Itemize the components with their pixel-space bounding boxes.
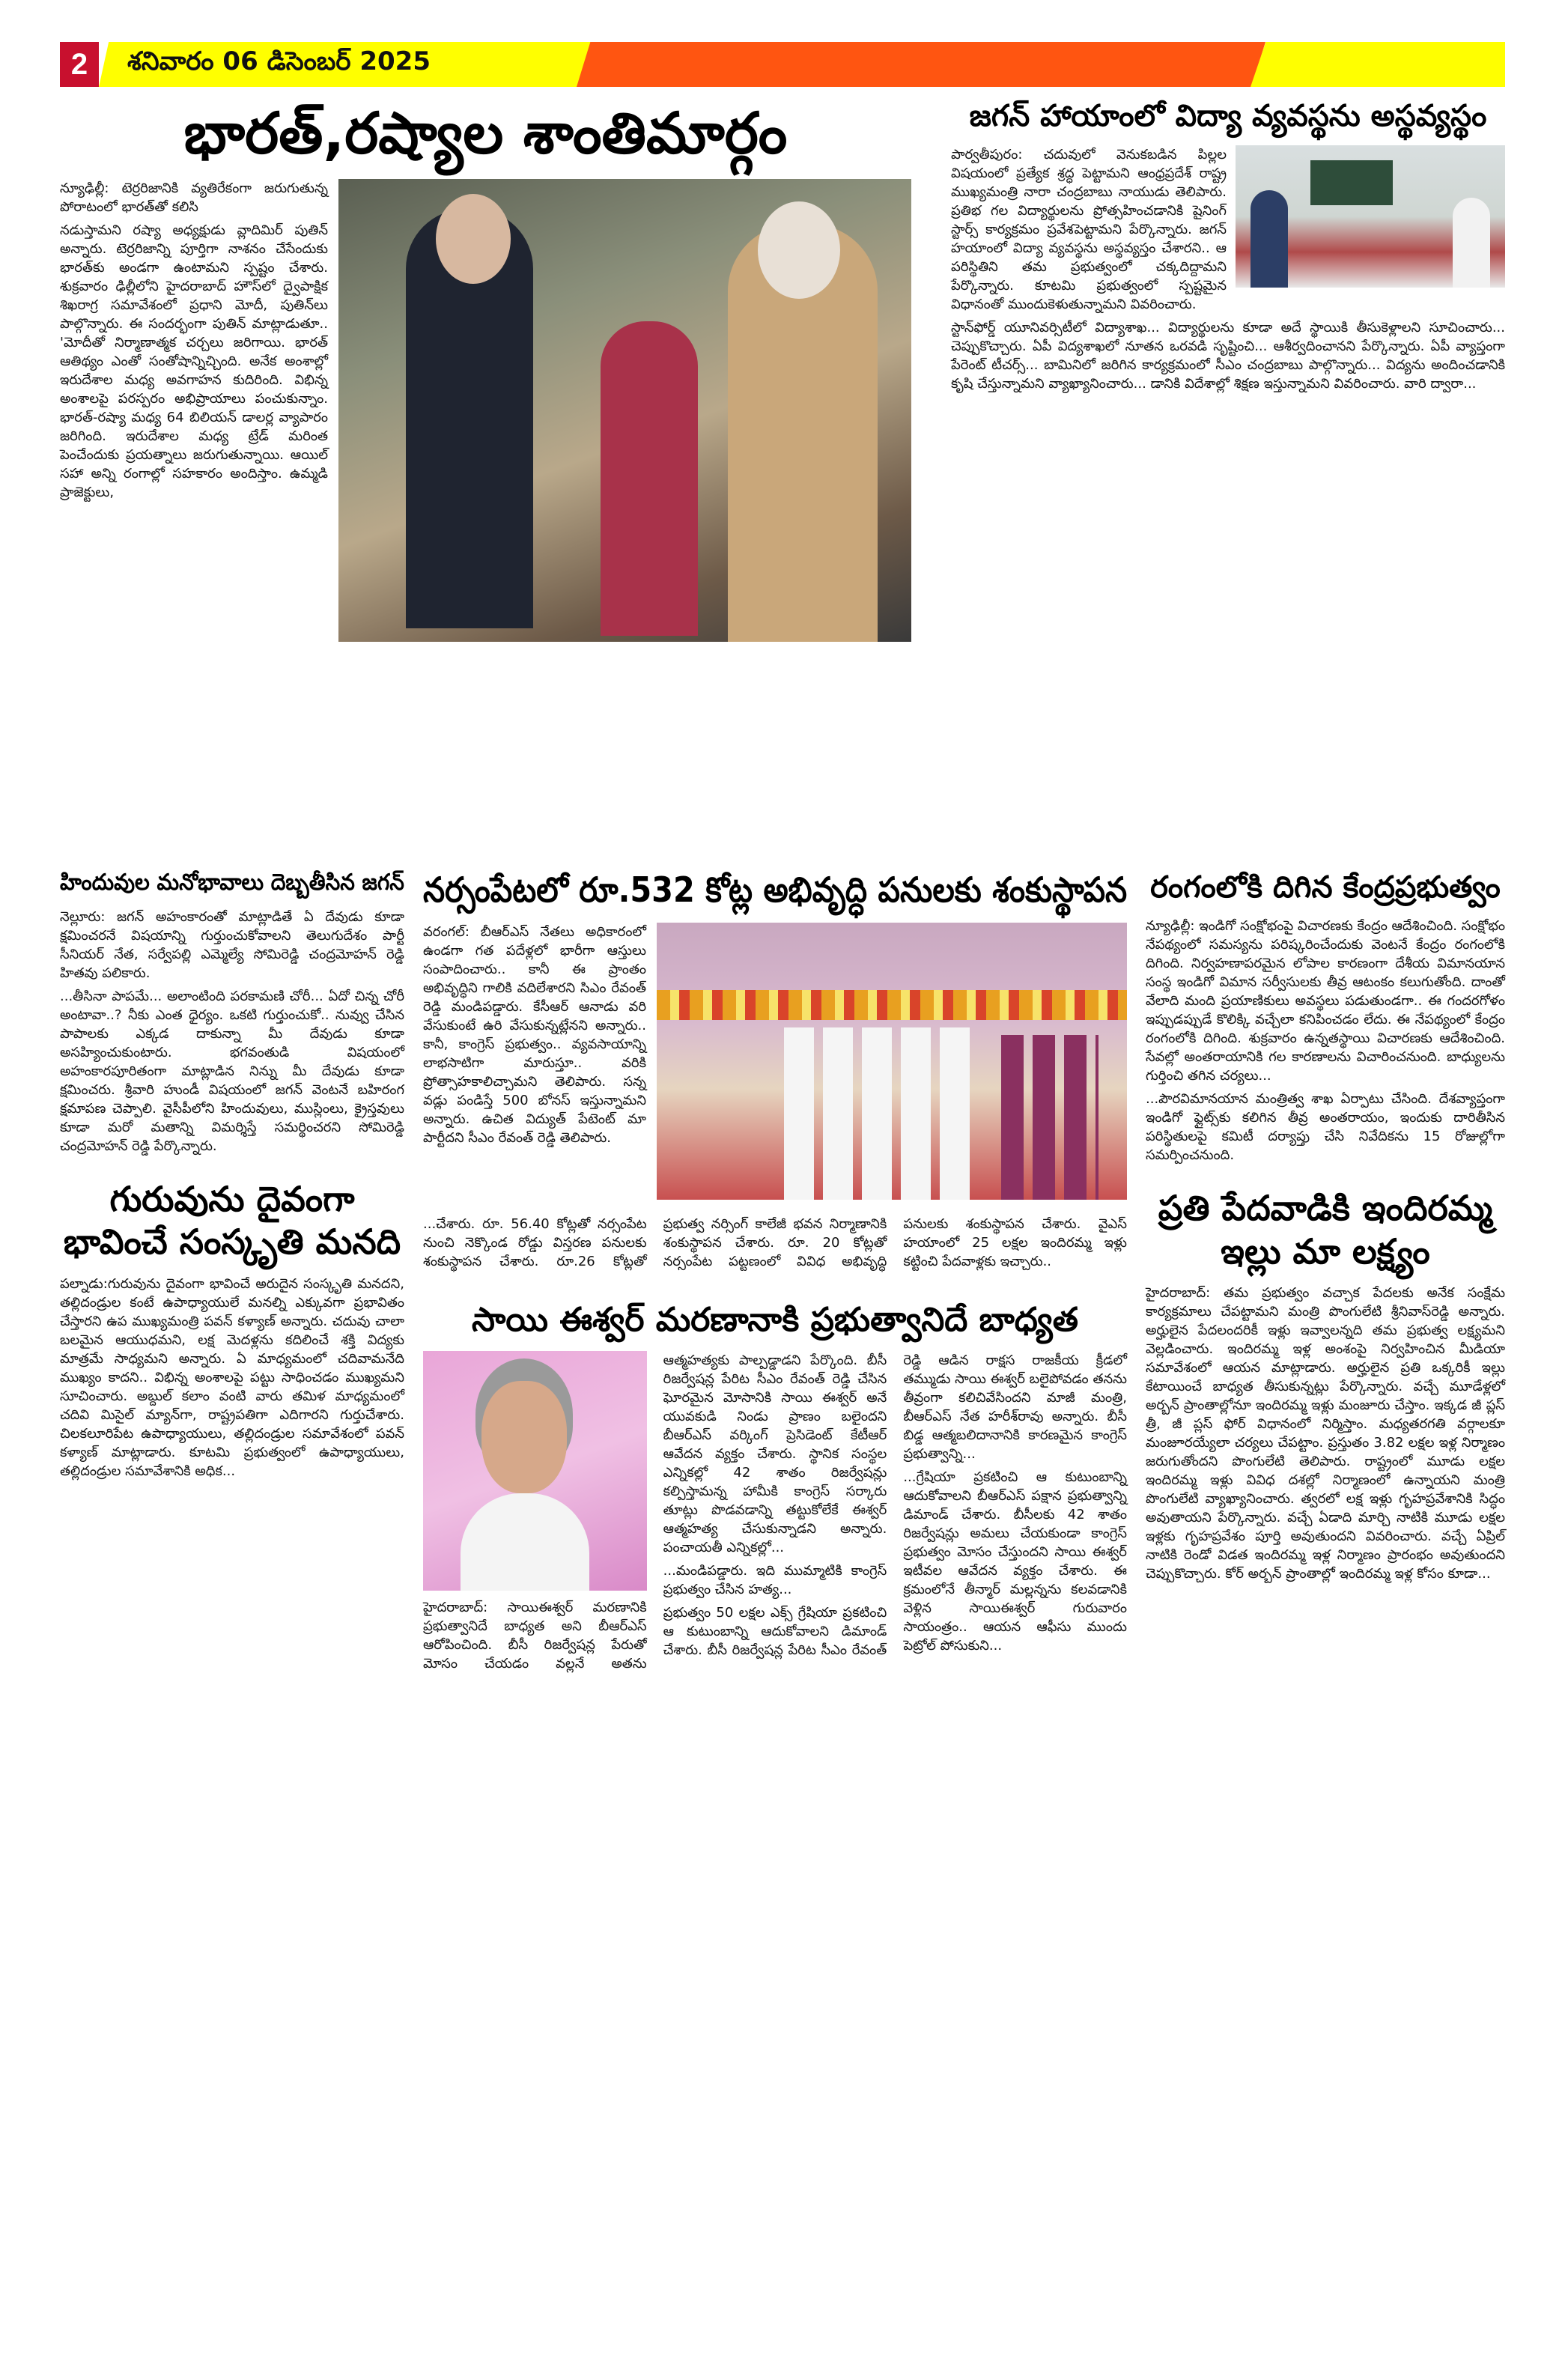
photo-harish-rao <box>423 1351 647 1591</box>
photo-face <box>436 194 511 284</box>
page-number: 2 <box>60 42 99 87</box>
article-jagan-education <box>951 97 1505 846</box>
paragraph: పల్నాడు:గురువును దైవంగా భావించే అరుదైన సంస్కృతి మనదని, తల్లిదండ్రుల కంటే ఉపాధ్యాయులే మనల్ని ఎక్కువగా ప్రభావితం చేస్తారని ఉప ముఖ్యమంత్రి పవన్ కళ్యాణ్ అన్నారు. చదువు చాలా బలమైన ఆయుధమని, లక్ష మెదళ్లను కదిలించే శక్తి విద్యకు మాత్రమే సాధ్యమని అన్నారు. ఏ మాధ్యమంలో చదివామనేది ముఖ్యం కాదని.. విభిన్న అంశాలపై పట్టు సాధించడం ముఖ్యమని సూచించారు. అబ్దుల్ కలాం వంటి వారు తమిళ మాధ్యమంలో చదివి మిసైల్ మ్యాన్‌గా, రాష్ట్రపతిగా ఎదిగారని గుర్తుచేశారు. చిలకలూరిపేట ఉపాధ్యాయులు, తల్లిదండ్రుల సమావేశంలో పవన్ కళ్యాణ్ మాట్లాడారు. కూటమి ప్రభుత్వంలో ఉపాధ్యాయులు, తల్లిదండ్రుల సమావేశానికి అధిక... <box>60 1275 404 1479</box>
headline-indiramma <box>1146 1187 1505 1273</box>
headline-line: గురువును దైవంగా <box>109 1178 355 1219</box>
paragraph: న్యూఢిల్లీ: టెర్రరిజానికి వ్యతిరేకంగా జరుగుతున్న పోరాటంలో భారత్‌తో కలిసి <box>60 180 328 215</box>
second-row <box>60 869 1505 1673</box>
photo-narsampet-ceremony <box>657 923 1127 1200</box>
column-right <box>1146 869 1505 1673</box>
headline-putin-wrap <box>60 97 911 169</box>
column-middle <box>423 869 1127 1673</box>
article-narsampet-body-lower <box>423 1215 1127 1272</box>
top-row <box>60 97 1505 846</box>
photo-shirt <box>461 1493 589 1591</box>
paragraph: ...మండిపడ్డారు. ఇది ముమ్మాటికి కాంగ్రెస్ ప్రభుత్వం చేసిన హత్య... <box>663 1562 887 1597</box>
headline-hindus-wrap <box>60 869 404 897</box>
paragraph: పార్వతీపురం: చదువులో వెనుకబడిన పిల్లల విషయంలో ప్రత్యేక శ్రద్ధ పెట్టామని ఆంధ్రప్రదేశ్ రాష్ట్ర ముఖ్యమంత్రి నారా చంద్రబాబు నాయుడు తెలిపారు. ప్రతిభ గల విద్యార్థులను ప్రోత్సహించడానికి షైనింగ్ స్టార్స్ కార్యక్రమం ప్రవేశపెట్టామని పేర్కొన్నారు. జగన్ హయాంలో విద్యా వ్యవస్థను అస్థవ్యస్తం చేశారని.. ఆ పరిస్థితిని తమ ప్రభుత్వంలో చక్కదిద్దామని పేర్కొన్నారు. కూటమి ప్రభుత్వంలో స్పష్టమైన విధానంతో ముందుకెళుతున్నామని వివరించారు. <box>951 147 1227 312</box>
headline-narsampet-wrap <box>423 869 1127 912</box>
paragraph: వరంగల్: బీఆర్ఎస్ నేతలు అధికారంలో ఉండగా గత పదేళ్లలో భారీగా ఆస్తులు సంపాదించారు.. కానీ ఈ ప్రాంతం అభివృద్ధిని గాలికి వదిలేశారని సిఎం రేవంత్ రెడ్డి మండిపడ్డారు. కేసీఆర్ ఆనాడు వరి వేసుకుంటే ఉరి వేసుకున్నట్లేనని అన్నారు.. కానీ, కాంగ్రెస్ ప్రభుత్వం.. వ్యవసాయాన్ని లాభసాటిగా మారుస్తూ.. వరికి ప్రోత్సాహకాలిచ్చామని తెలిపారు. సన్న వడ్లు పండిస్తే 500 బోనస్ ఇస్తున్నామని అన్నారు. ఉచిత విద్యుత్ పేటెంట్ మా పార్టీదని సీఎం రేవంత్ రెడ్డి తెలిపారు. <box>423 923 646 1146</box>
headline-line: ప్రతి పేదవాడికి ఇందిరమ్మ <box>1158 1188 1493 1228</box>
photo-face <box>481 1381 567 1493</box>
article-guru-body <box>60 1275 404 1481</box>
photo-putin-modi <box>338 179 911 642</box>
photo-figure <box>1453 198 1490 288</box>
page-header <box>0 0 1568 97</box>
paragraph: ప్రభుత్వం 50 లక్షల ఎక్స్ గ్రేషియా ప్రకటించి ఆ కుటుంబాన్ని ఆదుకోవాలని డిమాండ్ చేశారు. బీసీ రిజర్వేషన్ల పేరిట సీఎం రేవంత్ రెడ్డి ఆడిన రాక్షస రాజకీయ క్రీడలో తమ్ముడు సాయి ఈశ్వర్ బలైపోవడం తనను తీవ్రంగా కలిచివేసిందని మాజీ మంత్రి, బీఆర్ఎస్ నేత హరీశ్‌రావు అన్నారు. బీసీ బిడ్డ ఆత్మబలిదానానికి కారణమైన కాంగ్రెస్ ప్రభుత్వాన్ని... <box>663 1352 1127 1658</box>
headline-hindus: హిందువుల మనోభావాలు దెబ్బతీసిన జగన్ <box>60 869 404 896</box>
paragraph: ...చేశారు. రూ. 56.40 కోట్లతో నర్సంపేట నుంచి నెక్కొండ రోడ్డు విస్తరణ పనులకు శంకుస్థాపన చేశారు. రూ.26 కోట్లతో ప్రభుత్వ నర్సింగ్ కాలేజీ భవన నిర్మాణానికి శంకుస్థాపన చేశారు. రూ. 20 కోట్లతో నర్సంపేట పట్టణంలో వివిధ అభివృద్ధి పనులకు శంకుస్థాపన చేశారు. వైఎస్ హయాంలో 25 లక్షల ఇందిరమ్మ ఇళ్లు కట్టించి పేదవాళ్లకు ఇచ్చారు.. <box>423 1215 1127 1269</box>
headline-line: భావించే సంస్కృతి మనది <box>63 1221 401 1262</box>
article-hindus-body <box>60 908 404 1156</box>
headline-line: ఇల్లు మా లక్ష్యం <box>1221 1230 1430 1272</box>
paragraph: ...గ్రేషియా ప్రకటించి ఆ కుటుంబాన్ని ఆదుకోవాలని బీఆర్ఎస్ పక్షాన ప్రభుత్వాన్ని డిమాండ్ చేశారు. బీసీలకు 42 శాతం రిజర్వేషన్లు అమలు చేయకుండా కాంగ్రెస్ ప్రభుత్వం మోసం చేస్తుందని సాయి ఈశ్వర్ ఇటీవల ఆవేదన వ్యక్తం చేశారు. ఈ క్రమంలోనే తీన్మార్ మల్లన్నను కలవడానికి వెళ్లిన సాయిఈశ్వర్ గురువారం సాయంత్రం.. ఆయన ఆఫీసు ముందు పెట్రోల్ పోసుకుని... <box>903 1469 1127 1654</box>
paragraph: నడుస్తామని రష్యా అధ్యక్షుడు వ్లాదిమిర్ పుతిన్ అన్నారు. టెర్రరిజాన్ని పూర్తిగా నాశనం చేసేందుకు భారత్‌కు అండగా ఉంటామని స్పష్టం చేశారు. శుక్రవారం ఢిల్లీలోని హైదరాబాద్ హౌస్‌లో ద్వైపాక్షిక శిఖరాగ్ర సమావేశంలో ప్రధాని మోదీ, పుతిన్‌లు పాల్గొన్నారు. ఈ సందర్భంగా పుతిన్ మాట్లాడుతూ.. 'మోదీతో నిర్మాణాత్మక చర్చలు జరిగాయి. భారత్ ఆతిథ్యం ఎంతో సంతోషాన్నిచ్చింది. అనేక అంశాల్లో ఇరుదేశాల మధ్య అవగాహన కుదిరింది. విభిన్న అంశాలపై పరస్పరం అభిప్రాయాలు పంచుకున్నాం. భారత్-రష్యా మధ్య 64 బిలియన్ డాలర్ల వ్యాపారం జరిగింది. ఇరుదేశాల మధ్య ట్రేడ్ మరింత పెంచేందుకు ప్రయత్నాలు జరుగుతున్నాయి. ఆయిల్ సహా అన్ని రంగాల్లో సహకారం అందిస్తాం. ఉమ్మడి ప్రాజెక్టులు, <box>60 222 328 500</box>
photo-flower-garland <box>657 990 1127 1020</box>
headline-centre: రంగంలోకి దిగిన కేంద్రప్రభుత్వం <box>1150 870 1501 905</box>
headline-jagan-education: జగన్ హాయాంలో విద్యా వ్యవస్థను అస్థవ్యస్థం <box>969 99 1487 133</box>
paragraph: హైదరాబాద్: తమ ప్రభుత్వం వచ్చాక పేదలకు అనేక సంక్షేమ కార్యక్రమాలు చేపట్టామని మంత్రి పొంగులేటి శ్రీనివాస్‌రెడ్డి అన్నారు. అర్హులైన పేదలందరికీ ఇళ్లు ఇవ్వాలన్నది తమ ప్రభుత్వ లక్ష్యమని వెల్లడించారు. ఇందిరమ్మ ఇళ్ల అంశంపై నిర్వహించిన మీడియా సమావేశంలో ఆయన మాట్లాడారు. అర్హులైన ప్రతి ఒక్కరికీ ఇల్లు కేటాయించే బాధ్యత తీసుకున్నట్లు పేర్కొన్నారు. వచ్చే మూడేళ్లలో అర్బన్ ప్రాంతాల్లోనూ ఇందిరమ్మ ఇళ్లు మంజూరు చేస్తాం. ఇక్కడ జీ ప్లస్ త్రీ, జీ ప్లస్ ఫోర్ విధానంలో నిర్మిస్తాం. మధ్యతరగతి వర్గాలకూ మంజూరయ్యేలా చర్యలు చేపట్టాం. ప్రస్తుతం 3.82 లక్షల ఇళ్ల నిర్మాణం జరుగుతోందని పొంగులేటి తెలిపారు. రాష్ట్రంలో మూడు లక్షల ఇందిరమ్మ ఇళ్లు వివిధ దశల్లో నిర్మాణంలో ఉన్నాయని మంత్రి పొంగులేటి వ్యాఖ్యానించారు. త్వరలో లక్ష ఇళ్లు గృహప్రవేశానికి సిద్ధం అవుతాయని పేర్కొన్నారు. వచ్చే ఏడాది మార్చి నాటికి మూడు లక్షల ఇళ్లకు గృహప్రవేశం పూర్తి అవుతుందని వివరించారు. వచ్చే ఏప్రిల్ నాటికి రెండో విడత ఇందిరమ్మ ఇళ్ల నిర్మాణం ప్రారంభం అవుతుందని చెప్పుకొచ్చారు. కోర్ అర్బన్ ప్రాంతాల్లో ఇందిరమ్మ ఇళ్ల కోసం కూడా... <box>1146 1285 1505 1582</box>
article-putin <box>60 97 911 846</box>
column-left <box>60 869 404 1673</box>
photo-blackboard <box>1310 160 1393 205</box>
headline-narsampet: నర్సంపేటలో రూ.532 కోట్ల అభివృద్ధి పనులకు శంకుస్థాపన <box>423 869 1128 910</box>
article-centre-body <box>1146 917 1505 1165</box>
article-putin-body <box>60 179 911 651</box>
headline-guru <box>60 1178 404 1264</box>
paragraph: ...పౌరవిమానయాన మంత్రిత్వ శాఖ ఏర్పాటు చేసింది. దేశవ్యాప్తంగా ఇండిగో ఫ్లైట్స్‌కు కలిగిన తీవ్ర అంతరాయం, ఇందుకు దారితీసిన పరిస్థితులపై కమిటీ దర్యాప్తు చేసి నివేదికను 15 రోజుల్లోగా సమర్పించనుంది. <box>1146 1091 1505 1163</box>
headline-putin: భారత్,రష్యాల శాంతిమార్గం <box>183 100 788 166</box>
photo-figures <box>1001 1035 1098 1200</box>
article-sai-eshwar-body <box>423 1351 1127 1673</box>
paragraph: స్టాన్‌ఫోర్డ్ యూనివర్సిటీలో విద్యాశాఖ... విద్యార్థులను కూడా అదే స్థాయికి తీసుకెళ్లాలని సూచించారు... చెప్పుకొచ్చారు. ఏపీ విద్యశాఖలో నూతన ఒరవడి సృష్టించి... ఆశీర్వదించానని పేర్కొన్నారు. ఏపీ వ్యాప్తంగా పేరెంట్ టీచర్స్... బామినిలో జరిగిన కార్యక్రమంలో సీఎం చంద్రబాబు పాల్గొన్నారు... విద్యను అందించడానికి కృషి చేస్తున్నామని వ్యాఖ్యానించారు... డానికి విదేశాల్లో శిక్షణ ఇస్తున్నామని వివరించారు. వారి ద్వారా... <box>951 320 1505 392</box>
article-indiramma-body <box>1146 1284 1505 1583</box>
paragraph: ...తీసినా పాపమే... అలాంటింది పరకామణి చోరీ... ఏదో చిన్న చోరీ అంటావా..? నీకు ఎంత ధైర్యం. ఒకటి గుర్తుంచుకో.. నువ్వు చేసిన పాపాలకు ఎక్కడ దాకున్నా మీ దేవుడు కూడా అసహ్యించుకుంటారు. భగవంతుడి విషయంలో అహంకారపూరితంగా మాట్లాడిన నిన్ను మీ దేవుడు కూడా క్షమించరు. శ్రీవారి హుండీ విషయంలో జగన్ వెంటనే బహిరంగ క్షమాపణ చెప్పాలి. వైసీపీలోని హిందువులు, ముస్లింలు, క్రైస్తవులు కూడా మరో మతాన్ని విమర్శిస్తే సమర్థించరని సోమిరెడ్డి చంద్రమోహన్ రెడ్డి పేర్కొన్నారు. <box>60 988 404 1154</box>
paragraph: హైదరాబాద్: సాయిఈశ్వర్ మరణానికి ప్రభుత్వానిదే బాధ్యత అని బీఆర్ఎస్ ఆరోపించింది. బీసీ రిజర్వేషన్ల పేరుతో మోసం చేయడం వల్లనే అతను ఆత్మహత్యకు పాల్పడ్డాడని పేర్కొంది. బీసీ రిజర్వేషన్ల పేరిట సీఎం రేవంత్ రెడ్డి చేసిన ఘోరమైన మోసానికి సాయి ఈశ్వర్ అనే యువకుడి నిండు ప్రాణం బలైందని బీఆర్ఎస్ వర్కింగ్ ప్రెసిడెంట్ కేటీఆర్ ఆవేదన వ్యక్తం చేశారు. స్థానిక సంస్థల ఎన్నికల్లో 42 శాతం రిజర్వేషన్లు కల్పిస్తామన్న హామీకి కాంగ్రెస్ సర్కారు తూట్లు పొడవడాన్ని తట్టుకోలేకే ఈశ్వర్ ఆత్మహత్య చేసుకున్నాడని అన్నారు. పంచాయతీ ఎన్నికల్లో... <box>423 1352 887 1672</box>
headline-sai-eshwar: సాయి ఈశ్వర్ మరణానాకి ప్రభుత్వానిదే బాధ్యత <box>472 1300 1078 1339</box>
headline-centre-wrap <box>1146 869 1505 906</box>
photo-school-event <box>1236 145 1505 288</box>
photo-figure-president <box>601 321 698 636</box>
header-band-orange <box>577 42 1265 87</box>
paragraph: న్యూఢిల్లీ: ఇండిగో సంక్షోభంపై విచారణకు కేంద్రం ఆదేశించింది. సంక్షోభం నేపథ్యంలో సమస్యను పరిష్కరించేందుకు వెంటనే కేంద్రం రంగంలోకి దిగింది. నిర్వహణాపరమైన లోపాల కారణంగా దేశీయ విమానయాన సంస్థ ఇండిగో విమాన సర్వీసులకు తీవ్ర ఆటంకం కలుగుతోంది. దాంతో వేలాది మంది ప్రయాణికులు అవస్థలు పడుతుండగా.. ఈ గందరగోళం ఇప్పుడప్పుడే కొలిక్కి వచ్చేలా కనిపించడం లేదు. ఈ నేపథ్యంలో కేంద్రం రంగంలోకి దిగింది. శుక్రవారం ఉన్నతస్థాయి విచారణకు ఆదేశించింది. సేవల్లో అంతరాయానికి గల కారణాలను విచారించనుంది. బాధ్యులను గుర్తించి తగిన చర్యలు... <box>1146 918 1505 1084</box>
photo-figure <box>1251 190 1288 288</box>
headline-jagan-wrap <box>951 97 1505 135</box>
photo-face <box>758 201 840 299</box>
article-narsampet-body <box>423 923 1127 1209</box>
edition-date: శనివారం 06 డిసెంబర్ 2025 <box>127 46 431 76</box>
paragraph: నెల్లూరు: జగన్ అహంకారంతో మాట్లాడితే ఏ దేవుడు కూడా క్షమించరనే విషయాన్ని గుర్తుంచుకోవాలని తెలుగుదేశం పార్టీ సీనియర్ నేత, సర్వేపల్లి ఎమ్మెల్యే సోమిరెడ్డి చంద్రమోహన్ రెడ్డి హితవు పలికారు. <box>60 908 404 981</box>
headline-sai-eshwar-wrap <box>423 1299 1127 1341</box>
header-band-yellow-right <box>1251 42 1505 87</box>
article-jagan-body <box>951 145 1505 398</box>
photo-figures <box>784 1027 979 1200</box>
